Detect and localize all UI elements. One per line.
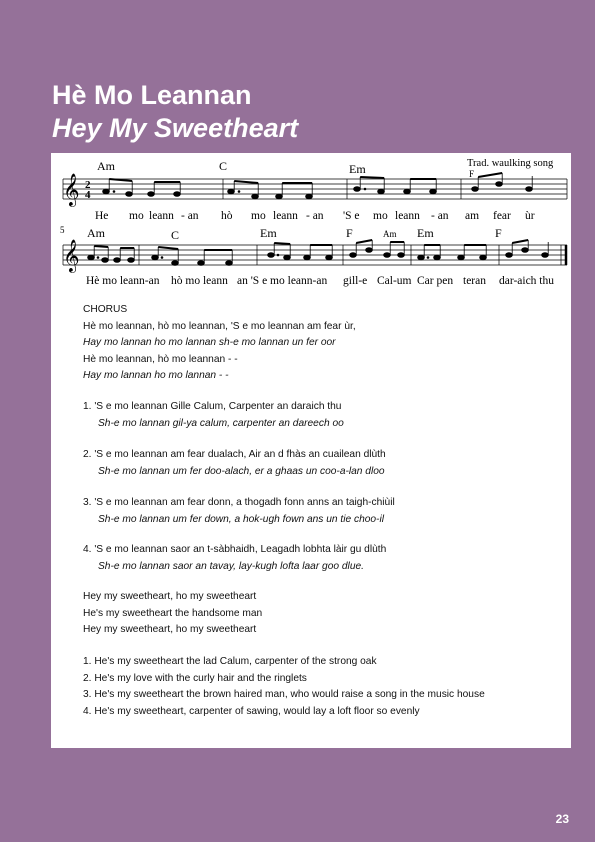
lyric: mo: [129, 210, 144, 222]
title-block: [52, 78, 298, 144]
verse-gaelic: 3. 'S e mo leannan am fear donn, a thogadh fonn anns an taigh-chiùil: [83, 497, 395, 508]
lyric: fear: [493, 210, 511, 222]
verse-1: [83, 399, 344, 432]
lyric: - an: [306, 210, 324, 222]
chorus-line: Hè mo leannan, hò mo leannan, 'S e mo leannan am fear ùr,: [83, 320, 356, 332]
lyric: gill-e: [343, 275, 368, 287]
lyric: hò mo leann: [171, 275, 228, 287]
treble-clef-icon: 𝄞: [63, 173, 80, 206]
chord: Em: [260, 226, 277, 240]
chord: Am: [97, 159, 115, 173]
time-sig-bottom: 4: [85, 189, 91, 201]
lyric: He: [95, 210, 109, 222]
notes-line-2: [88, 240, 549, 265]
lyric: leann: [149, 210, 174, 222]
verse-phonetic: Sh-e mo lannan gil-ya calum, carpenter an dareech oo: [98, 417, 344, 429]
lyric: mo: [251, 210, 266, 222]
english-verse: 4. He's my sweetheart, carpenter of sawing, would lay a loft floor so evenly: [83, 705, 420, 717]
chord: Em: [349, 162, 366, 176]
staff-2: [63, 245, 567, 265]
attribution: Trad. waulking song: [467, 158, 554, 169]
verse-phonetic: Sh-e mo lannan um fer doo-alach, er a ghaas un coo-a-lan dloo: [98, 465, 385, 477]
chord: F: [346, 226, 353, 240]
time-sig-top: 2: [85, 179, 91, 191]
verse-4: [83, 542, 386, 575]
chord: Em: [417, 226, 434, 240]
english-chorus: [83, 589, 262, 639]
chorus-line-phonetic: Hay mo lannan ho mo lannan - -: [83, 370, 229, 381]
lyric: ùr: [525, 210, 535, 222]
lyric: leann: [273, 210, 298, 222]
lyric: dar-aich thu: [499, 275, 555, 287]
lyric: 'S e: [343, 210, 360, 222]
chorus-line: Hè mo leannan, hò mo leannan - -: [83, 353, 238, 365]
english-verse: 3. He's my sweetheart the brown haired man, who would raise a song in the music house: [83, 689, 485, 700]
verse-gaelic: 4. 'S e mo leannan saor an t-sàbhaidh, Leagadh lobhta làir gu dlùth: [83, 544, 387, 555]
lyric: am: [465, 210, 480, 222]
title-english: Hey My Sweetheart: [52, 113, 299, 143]
english-verse: 2. He's my love with the curly hair and the ringlets: [83, 672, 307, 684]
chorus-heading: CHORUS: [83, 304, 128, 315]
verse-gaelic: 2. 'S e mo leannan am fear dualach, Air an d fhàs an cuailean dlùth: [83, 449, 386, 460]
notes-line-1: [103, 173, 533, 199]
english-chorus-line: Hey my sweetheart, ho my sweetheart: [83, 591, 257, 602]
lyric: teran: [463, 275, 486, 287]
english-chorus-line: He's my sweetheart the handsome man: [83, 607, 263, 619]
english-chorus-line: Hey my sweetheart, ho my sweetheart: [83, 624, 257, 635]
chorus-line-phonetic: Hay mo lannan ho mo lannan sh-e mo lannan un fer oor: [83, 337, 336, 348]
song-card: [51, 153, 571, 748]
chorus-section: [83, 302, 356, 385]
lyric: - an: [181, 210, 199, 222]
chord: C: [219, 159, 228, 173]
verse-phonetic: Sh-e mo lannan um fer down, a hok-ugh fown ans un tie choo-il: [98, 513, 384, 525]
verse-phonetic: Sh-e mo lannan saor an tavay, lay-kugh lofta laar goo dlue.: [98, 560, 364, 572]
sheet-music: [51, 153, 571, 293]
lyric: - an: [431, 210, 449, 222]
chord: Am: [87, 226, 105, 240]
staff-1: [63, 179, 567, 199]
measure-number: 5: [60, 225, 65, 235]
lyric: hò: [221, 210, 233, 222]
verse-2: [83, 447, 386, 480]
lyric: Cal-um: [377, 275, 412, 287]
lyric: mo: [373, 210, 388, 222]
chord: F: [469, 169, 475, 179]
title-gaelic: Hè Mo Leannan: [52, 80, 252, 110]
english-verse: 1. He's my sweetheart the lad Calum, carpenter of the strong oak: [83, 656, 377, 667]
verse-gaelic: 1. 'S e mo leannan Gille Calum, Carpenter an daraich thu: [83, 401, 342, 412]
chord: F: [495, 226, 502, 240]
lyric: Hè mo leann-an: [86, 275, 160, 287]
verse-3: [83, 495, 395, 528]
chord: C: [171, 228, 180, 242]
lyric: Car pen: [417, 275, 454, 287]
page-number: 23: [555, 812, 569, 826]
treble-clef-icon: 𝄞: [63, 239, 80, 272]
lyric: an 'S e mo leann-an: [237, 275, 328, 287]
chord: Am: [383, 229, 397, 239]
lyric: leann: [395, 210, 420, 222]
english-verses: [83, 654, 485, 720]
